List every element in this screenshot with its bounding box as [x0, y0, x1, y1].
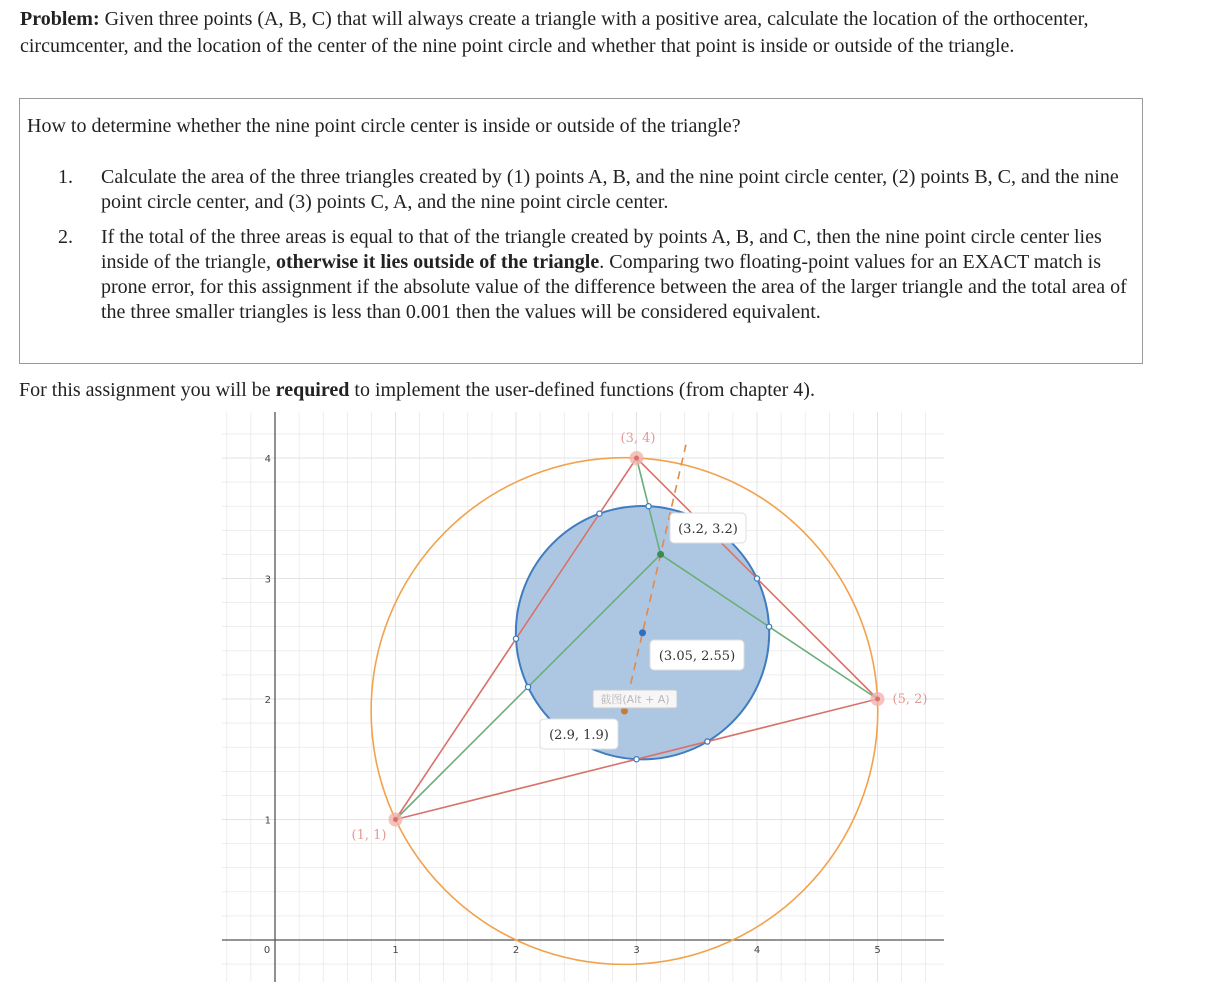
problem-text: Given three points (A, B, C) that will always create a triangle with a positive area, calculate the location of the orthocenter, circumcenter, and the location of the center of the nine point circle and whether that point is inside or outside of the triangle. — [20, 8, 1089, 57]
nine-point — [597, 511, 602, 516]
nine-point — [705, 739, 710, 744]
vertex-point — [393, 817, 398, 822]
requirement-part-a: For this assignment you will be — [19, 379, 276, 401]
nine-point — [634, 757, 639, 762]
x-tick-label: 3 — [633, 945, 640, 956]
nine-point-center-point — [639, 629, 646, 636]
vertex-c-label: (5, 2) — [892, 692, 928, 707]
y-tick-label: 3 — [264, 574, 271, 586]
y-tick-label: 2 — [264, 695, 271, 706]
method-step-1 — [58, 165, 1128, 215]
x-tick-label: 2 — [512, 945, 520, 956]
nine-point-center-label — [650, 640, 744, 670]
vertex-b-label: (3, 4) — [620, 431, 656, 446]
problem-statement — [20, 6, 1150, 60]
nine-point — [646, 504, 651, 509]
overlay-text: 截图(Alt + A) — [600, 693, 670, 706]
requirement-bold: required — [275, 379, 350, 401]
circumcenter-label — [540, 719, 618, 749]
x-tick-label: 5 — [874, 945, 881, 956]
screenshot-overlay — [593, 690, 677, 708]
step-text: If the total of the three areas is equal to that of the triangle created by points A, B, and C, then the nine point circle center lies inside of the triangle, — [101, 226, 1102, 273]
circumcenter-label-text: (2.9, 1.9) — [549, 728, 609, 743]
problem-label: Problem: — [20, 8, 100, 30]
step-text: Calculate the area of the three triangles created by (1) points A, B, and the nine point circle center, (2) points B, C, and the nine point circle center, and (3) points C, A, and the nine point circle center. — [101, 166, 1119, 213]
orthocenter-label-text: (3.2, 3.2) — [678, 522, 738, 537]
vertex-point — [634, 456, 639, 461]
nine-point — [525, 684, 530, 689]
nine-point-center-label-text: (3.05, 2.55) — [658, 649, 736, 664]
x-tick-label: 4 — [753, 945, 761, 956]
x-tick-label: 1 — [392, 945, 399, 956]
nine-point — [513, 636, 518, 641]
method-box — [19, 98, 1143, 364]
requirement-text — [19, 377, 815, 403]
requirement-part-b: to implement the user-defined functions (from chapter 4). — [349, 379, 815, 401]
y-tick-label: 4 — [264, 454, 271, 465]
x-tick-label: 0 — [263, 945, 271, 956]
nine-point — [766, 624, 771, 629]
step-bold-text: otherwise it lies outside of the triangle — [275, 251, 600, 273]
vertex-a-label: (1, 1) — [351, 828, 387, 843]
method-step-2 — [58, 225, 1128, 325]
step-text-continued: . Comparing two floating-point values for an EXACT match is prone error, for this assignment if the absolute value of the difference between the area of the larger triangle and the total area of the three smaller triangles is less than 0.001 then the values will be considered equivalent. — [101, 251, 1127, 323]
y-tick-label: 1 — [264, 815, 271, 827]
method-steps — [58, 165, 1128, 335]
step-number: 1. — [58, 166, 73, 188]
geometry-graph — [222, 412, 944, 982]
nine-point — [754, 576, 759, 581]
vertex-point — [875, 697, 880, 702]
circumcenter-point — [621, 708, 628, 715]
method-question: How to determine whether the nine point circle center is inside or outside of the triangle? — [27, 115, 741, 137]
orthocenter-label — [670, 513, 746, 543]
step-number: 2. — [58, 226, 73, 248]
orthocenter-point — [657, 551, 664, 558]
